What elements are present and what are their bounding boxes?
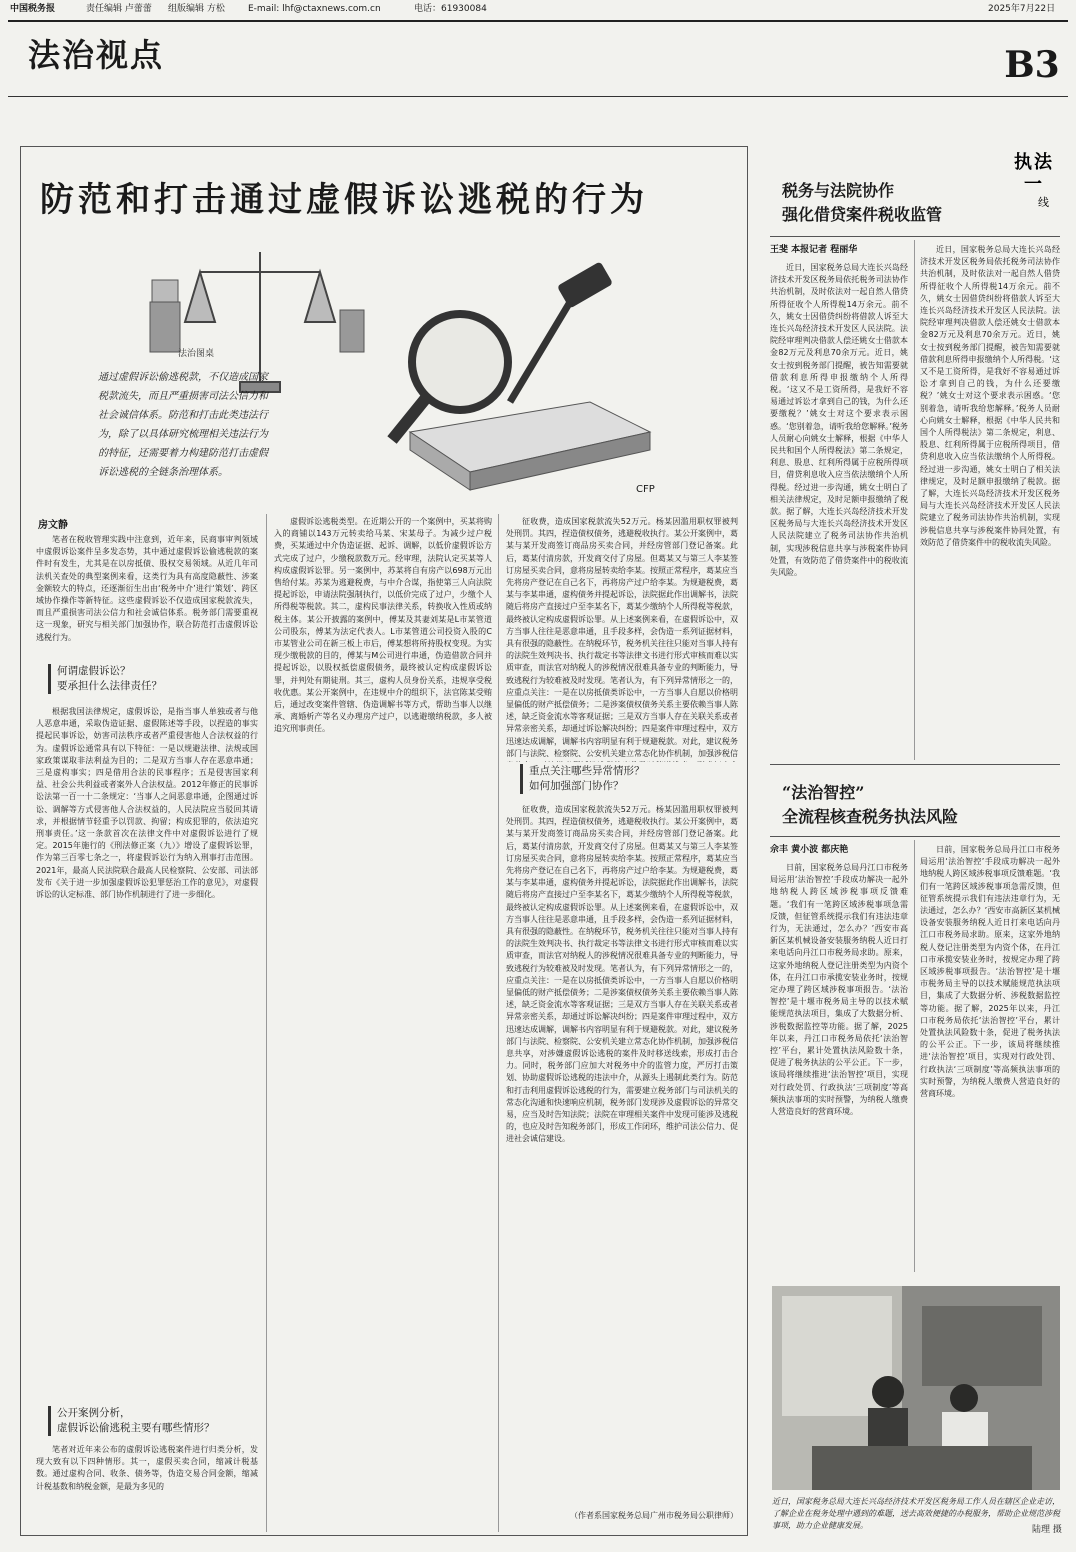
column-divider — [498, 514, 499, 1532]
article-subhead-1: 何谓虚假诉讼？ 要承担什么法律责任？ — [48, 664, 257, 694]
article-col1-intro: 笔者在税收管理实践中注意到，近年来，民商事审判领域中虚假诉讼案件呈多发态势，其中通过虚假诉讼偷逃税款的案件时有发生，尤其是在以房抵债、股权交易领域。从近几年司法机关查处的典型案例来看，这类行为具有高度隐蔽性、涉案金额较大的特点，还逐渐衍生出由‘税务中介’进行‘策划’、跨区域协作操作等新特征。这些虚假诉讼不仅造成国家税款流失，而且严重损害司法公信力和社会诚信体系。税务部门需要重视这一现象，研究与相关部门加强协作，联合防范打击虚假诉讼逃税行为。 — [36, 535, 258, 642]
sidebar-story2-text-a: 日前，国家税务总局丹江口市税务局运用‘法治智控’手段成功解决一起外地纳税人跨区域涉税事项反馈难题。‘我们有一笔跨区域涉税事项急需反馈，但征管系统提示我们有违法违章行为，无法通过，怎么办？’西安市高新区某机械设备安装服务纳税人近日打来电话向丹江口市税务局求助。原来，这家外地纳税人登记注册类型为内资个体，在丹江口市承揽安装业务时，按规定办理了跨区域涉税事项报告。‘法治智控’是十堰市税务局主导的以技术赋能规范执法项目，集成了大数据分析、涉税数据监控等功能。据了解，2025年以来，丹江口市税务局依托‘法治智控’平台，累计处置执法风险数十条，促进了税务执法的公平公正。下一步，该局将继续推进‘法治智控’项目，实现对行政处罚、行政执法‘三项制度’等高频执法事项的实时预警，为纳税人缴费人营造良好的营商环境。 — [770, 863, 908, 1117]
page-number: B3 — [1004, 44, 1060, 86]
email-text: E-mail: lhf@ctaxnews.com.cn — [248, 4, 381, 14]
sidebar-story2-byline: 佘丰 黄小波 都庆艳 — [770, 845, 849, 855]
sidebar-story2-title-line1: “法治智控” — [782, 783, 865, 802]
article-author: 房文静 — [38, 520, 68, 531]
sidebar-rule — [770, 836, 1060, 837]
photo-credit-cfp: CFP — [636, 484, 655, 495]
article-headline: 防范和打击通过虚假诉讼逃税的行为 — [40, 180, 648, 220]
sidebar-story1-text-b: 近日，国家税务总局大连长兴岛经济技术开发区税务局依托税务司法协作共治机制，及时依法对一起自然人借贷所得征收个人所得税14万余元。前不久，姚女士因借贷纠纷将借款人诉至大连长兴岛经济技术开发区人民法院。法院经审理判决借款人偿还姚女士借款本金82万元及利息70余万元。近日，姚女士按到税务部门提醒，被告知需要就借款利息所得申报缴纳个人所得税。‘这又不是工资所得，是我好不容易通过诉讼才拿到自己的钱，为什么还要缴税？’姚女士对这个要求表示困惑。‘您别着急，请听我给您解释。’税务人员耐心向姚女士解释，根据《中华人民共和国个人所得税法》第二条规定，利息、股息、红利所得属于应税所得项目，借贷利息收入应当依法缴纳个人所得税。经过进一步沟通，姚女士明白了相关法律规定，及时足额申报缴纳了税款。据了解，大连长兴岛经济技术开发区税务局与大连长兴岛经济技术开发区人民法院建立了税务司法协作共治机制，实现涉税信息共享与涉税案件协同处置，有效防范了借贷案件中的税收流失风险。 — [920, 245, 1060, 547]
column-flag-icon — [1010, 146, 1058, 210]
phone-text: 电话：61930084 — [414, 4, 487, 14]
sidebar-rule — [770, 764, 1060, 765]
news-photo — [772, 1286, 1060, 1490]
sidebar-story1-title-line1: 税务与法院协作 — [782, 181, 895, 200]
article-col1-tail: 笔者对近年来公布的虚假诉讼逃税案件进行归类分析，发现大致有以下四种情形。其一，虚假买卖合同，缩减计税基数。通过虚构合同、收条、债务等，伪造交易合同金额，缩减计税基数和纳税金额，是最为多见的 — [36, 1445, 258, 1491]
article-col2: 虚假诉讼逃税类型。在近期公开的一个案例中，买某将购入的商铺以143万元转卖给马某、宋某母子。为减少过户税费，买某通过中介伪造证据、起诉、调解，以低价虚假诉讼方式完成了过户，少缴税款数万元。经审理，法院认定买某等人构成虚假诉讼罪。另一案例中，苏某将自有房产以698万元出售给付某。苏某为逃避税费，与中介合谋，指使第三人向法院提起诉讼，申请法院强制执行，以低价完成了过户，少缴个人所得税等税款。其二，虚构民事法律关系，转换收入性质或纳税主体。某公开披露的案例中，傅某及其妻刘某是L市某管道公司股东，傅某为法定代表人。L市某管道公司投资入股的C市某管业公司在新三板上市后，傅某想将所持股权变现。为实现少缴税款的目的，傅某与M公司进行串通，伪造借款合同并提起诉讼，以股权抵偿虚假债务，最终被认定构成虚假诉讼罪，并判处有期徒刑。其三，虚构人员身份关系，违规享受税收优惠。某公开案例中，在违规中介的组织下，法官陈某受贿后，通过改变案件管辖、伪造调解书等方式，帮助当事人以继承、离婚析产等名义办理房产过户，以逃避缴纳税款，多人被追究刑事责任。 — [274, 517, 492, 734]
sidebar-story2-text-b: 日前，国家税务总局丹江口市税务局运用‘法治智控’手段成功解决一起外地纳税人跨区域涉税事项反馈难题。‘我们有一笔跨区域涉税事项急需反馈，但征管系统提示我们有违法违章行为，无法通过，怎么办？’西安市高新区某机械设备安装服务纳税人近日打来电话向丹江口市税务局求助。原来，这家外地纳税人登记注册类型为内资个体，在丹江口市承揽安装业务时，按规定办理了跨区域涉税事项报告。‘法治智控’是十堰市税务局主导的以技术赋能规范执法项目，集成了大数据分析、涉税数据监控等功能。据了解，2025年以来，丹江口市税务局依托‘法治智控’平台，累计处置执法风险数十条，促进了税务执法的公平公正。下一步，该局将继续推进‘法治智控’项目，实现对行政处罚、行政执法‘三项制度’等高频执法事项的实时预警，为纳税人缴费人营造良好的营商环境。 — [920, 845, 1060, 1099]
illustration-label: 法治图桌 — [178, 349, 215, 359]
article-subhead-2: 公开案例分析， 虚假诉讼偷逃税主要有哪些情形？ — [48, 1406, 257, 1436]
sidebar-story2-title-line2: 全流程核查税务执法风险 — [782, 807, 959, 826]
layout-credit: 组版编辑 方松 — [168, 4, 225, 14]
photo-caption: 近日，国家税务总局大连长兴岛经济技术开发区税务局工作人员在辖区企业走访，了解企业在税务处理中遇到的难题，送去高效便捷的办税服务，帮助企业规范涉税事项，助力企业健康发展。 — [772, 1497, 1060, 1530]
masthead-bar — [0, 0, 1076, 18]
paper-name: 中国税务报 — [10, 4, 56, 14]
svg-text:线: 线 — [1038, 196, 1049, 209]
sidebar-story1-byline: 王斐 本报记者 程丽华 — [770, 245, 858, 255]
article-col3-body: 征收费，造成国家税款流失52万元。杨某因滥用职权罪被判处刑罚。其四，捏造债权债务，逃避税收执行。某公开案例中，葛某与某开发商签订商品房买卖合同，并经房管部门登记备案。此后，葛某付清房款，开发商交付了房屋。但葛某又与第三人李某签订房屋买卖合同，意将房屋转卖给李某。按照正常程序，葛某应当先将房产登记在自己名下，再将房产过户给李某。为规避税费，葛某与李某串通，虚构债务并提起诉讼，法院据此作出调解书，法院随后将房产直接过户至李某名下，葛某少缴纳个人所得税等税款，最终被认定构成虚假诉讼罪。从上述案例来看，在虚假诉讼中，双方当事人往往是恶意串通，且手段多样，会伪造一系列证据材料，具有很强的隐蔽性。在纳税环节，税务机关往往只能对当事人持有的法院生效判决书、执行裁定书等法律文书进行形式审核而难以实质审查，而法官对纳税人的涉税情况很难具备专业的判断能力，导致逃税行为较难被及时发现。笔者认为，有下列异常情形之一的，应重点关注：一是在以房抵债类诉讼中，一方当事人自愿以价格明显偏低的财产抵偿债务；二是涉案债权债务关系主要依赖当事人陈述，缺乏资金流水等客观证据；三是双方当事人存在关联关系或者异常亲密关系，却通过诉讼解决纠纷；四是案件审理过程中，双方迅速达成调解，调解书内容明显有利于规避税款。对此，建议税务部门与法院、检察院、公安机关建立常态化协作机制，加强涉税信息共享，对涉嫌虚假诉讼逃税的案件及时移送线索，形成打击合力。同时，税务部门应加大对税务中介的监管力度，严厉打击策划、协助虚假诉讼逃税的违法中介，从源头上遏制此类行为。防范和打击利用虚假诉讼逃税的行为，需要建立税务部门与司法机关的常态化沟通和快速响应机制，税务部门发现涉及虚假诉讼的异常交易，应当及时告知法院；法院在审理相关案件中发现可能涉及逃税的，也应及时告知税务部门，形成工作闭环，维护司法公信力、促进社会诚信建设。 — [506, 805, 738, 1144]
svg-text:法: 法 — [1034, 152, 1052, 173]
editor-credit: 责任编辑 卢蕾蕾 — [86, 4, 152, 14]
article-col1-body: 根据我国法律规定，虚假诉讼，是指当事人单独或者与他人恶意串通，采取伪造证据、虚假陈述等手段，以捏造的事实提起民事诉讼，妨害司法秩序或者严重侵害他人合法权益的行为。虚假诉讼通常具有以下特征：一是以规避法律、法规或国家政策谋取非法利益为目的；二是双方当事人存在恶意串通；三是虚构事实；四是借用合法的民事程序；五是侵害国家利益、社会公共利益或者案外人合法权益。2012年修正的民事诉讼法第一百一十二条规定：‘当事人之间恶意串通，企图通过诉讼、调解等方式侵害他人合法权益的，人民法院应当驳回其请求，并根据情节轻重予以罚款、拘留；构成犯罪的，依法追究刑事责任。’这一条款首次在法律文件中对虚假诉讼进行了规定。2015年施行的《刑法修正案（九）》增设了虚假诉讼罪，作为第三百零七条之一，将虚假诉讼行为纳入刑事打击范围。2021年，最高人民法院联合最高人民检察院、公安部、司法部发布《关于进一步加强虚假诉讼犯罪惩治工作的意见》，对虚假诉讼的认定标准、部门协作机制进行了进一步细化。 — [36, 707, 258, 900]
sidebar-rule — [770, 236, 1060, 237]
svg-text:执: 执 — [1014, 152, 1032, 173]
article-subhead-3: 重点关注哪些异常情形？ 如何加强部门协作？ — [520, 764, 739, 794]
date-text: 2025年7月22日 — [988, 4, 1056, 14]
column-divider — [914, 240, 915, 760]
column-divider — [914, 840, 915, 1272]
section-rule — [8, 96, 1068, 97]
photo-credit: 陆理 摄 — [1032, 1525, 1062, 1535]
article-lead: 通过虚假诉讼偷逃税款，不仅造成国家税款流失，而且严重损害司法公信力和社会诚信体系。防范和打击此类违法行为，除了以具体研究梳理相关违法行为的特征，还需要着力构建防范打击虚假诉讼逃税的全链条治理体系。 — [98, 372, 268, 478]
sidebar-story1-text-a: 近日，国家税务总局大连长兴岛经济技术开发区税务局依托税务司法协作共治机制，及时依法对一起自然人借贷所得征收个人所得税14万余元。前不久，姚女士因借贷纠纷将借款人诉至大连长兴岛经济技术开发区人民法院。法院经审理判决借款人偿还姚女士借款本金82万元及利息70余万元。近日，姚女士按到税务部门提醒，被告知需要就借款利息所得申报缴纳个人所得税。‘这又不是工资所得，是我好不容易通过诉讼才拿到自己的钱，为什么还要缴税？’姚女士对这个要求表示困惑。‘您别着急，请听我给您解释。’税务人员耐心向姚女士解释，根据《中华人民共和国个人所得税法》第二条规定，利息、股息、红利所得属于应税所得项目，借贷利息收入应当依法缴纳个人所得税。经过进一步沟通，姚女士明白了相关法律规定，及时足额申报缴纳了税款。据了解，大连长兴岛经济技术开发区税务局与大连长兴岛经济技术开发区人民法院建立了税务司法协作共治机制，实现涉税信息共享与涉税案件协同处置，有效防范了借贷案件中的税收流失风险。 — [770, 263, 908, 578]
author-signature: （作者系国家税务总局广州市税务局公职律师） — [570, 1511, 738, 1520]
section-title: 法治视点 — [28, 36, 165, 74]
svg-text:一: 一 — [1024, 174, 1042, 195]
column-divider — [266, 514, 267, 1532]
sidebar-story1-title-line2: 强化借贷案件税收监管 — [782, 205, 943, 224]
article-col3-top: 征收费，造成国家税款流失52万元。杨某因滥用职权罪被判处刑罚。其四，捏造债权债务，逃避税收执行。某公开案例中，葛某与某开发商签订商品房买卖合同，并经房管部门登记备案。此后，葛某付清房款，开发商交付了房屋。但葛某又与第三人李某签订房屋买卖合同，意将房屋转卖给李某。按照正常程序，葛某应当先将房产登记在自己名下，再将房产过户给李某。为规避税费，葛某与李某串通，虚构债务并提起诉讼，法院据此作出调解书，法院随后将房产直接过户至李某名下，葛某少缴纳个人所得税等税款，最终被认定构成虚假诉讼罪。从上述案例来看，在虚假诉讼中，双方当事人往往是恶意串通，且手段多样，会伪造一系列证据材料，具有很强的隐蔽性。在纳税环节，税务机关往往只能对当事人持有的法院生效判决书、执行裁定书等法律文书进行形式审核而难以实质审查，而法官对纳税人的涉税情况很难具备专业的判断能力，导致逃税行为较难被及时发现。笔者认为，有下列异常情形之一的，应重点关注：一是在以房抵债类诉讼中，一方当事人自愿以价格明显偏低的财产抵偿债务；二是涉案债权债务关系主要依赖当事人陈述，缺乏资金流水等客观证据；三是双方当事人存在关联关系或者异常亲密关系，却通过诉讼解决纠纷；四是案件审理过程中，双方迅速达成调解，调解书内容明显有利于规避税款。对此，建议税务部门与法院、检察院、公安机关建立常态化协作机制，加强涉税信 — [506, 517, 738, 758]
top-rule — [8, 20, 1068, 22]
